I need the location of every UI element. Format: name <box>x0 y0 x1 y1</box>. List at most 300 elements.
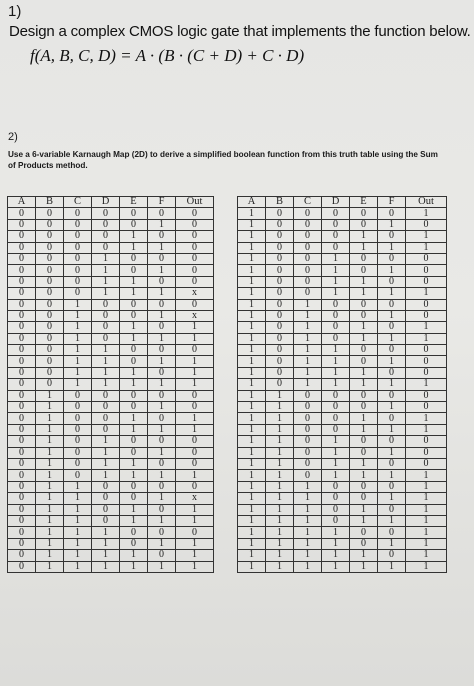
input-cell: 0 <box>8 253 36 264</box>
table-row <box>8 253 214 264</box>
input-cell: 1 <box>322 538 350 549</box>
input-cell: 0 <box>92 299 120 310</box>
output-cell: 1 <box>176 515 214 526</box>
input-cell: 0 <box>148 322 176 333</box>
output-cell: 1 <box>406 288 447 299</box>
header-cell-e: E <box>120 197 148 208</box>
input-cell: 1 <box>120 288 148 299</box>
output-cell: 0 <box>176 527 214 538</box>
input-cell: 1 <box>378 265 406 276</box>
input-cell: 0 <box>8 550 36 561</box>
output-cell: 0 <box>406 447 447 458</box>
input-cell: 1 <box>120 424 148 435</box>
input-cell: 1 <box>64 561 92 572</box>
input-cell: 0 <box>8 538 36 549</box>
input-cell: 0 <box>92 310 120 321</box>
input-cell: 0 <box>8 447 36 458</box>
input-cell: 0 <box>294 253 322 264</box>
input-cell: 0 <box>148 253 176 264</box>
table-row <box>238 413 447 424</box>
output-cell: 0 <box>176 402 214 413</box>
question-1-number: 1) <box>8 3 22 20</box>
table-row <box>238 276 447 287</box>
input-cell: 1 <box>64 550 92 561</box>
input-cell: 1 <box>238 253 266 264</box>
input-cell: 0 <box>266 208 294 219</box>
output-cell: 1 <box>176 367 214 378</box>
output-cell: 0 <box>406 310 447 321</box>
input-cell: 1 <box>120 515 148 526</box>
table-row <box>238 402 447 413</box>
input-cell: 0 <box>322 424 350 435</box>
input-cell: 1 <box>120 413 148 424</box>
input-cell: 1 <box>238 527 266 538</box>
table-row <box>238 299 447 310</box>
input-cell: 0 <box>92 424 120 435</box>
input-cell: 1 <box>36 470 64 481</box>
input-cell: 1 <box>350 550 378 561</box>
output-cell: 0 <box>406 253 447 264</box>
input-cell: 0 <box>322 481 350 492</box>
input-cell: 1 <box>120 231 148 242</box>
input-cell: 0 <box>92 481 120 492</box>
input-cell: 0 <box>148 504 176 515</box>
header-cell-d: D <box>322 197 350 208</box>
header-cell-b: B <box>36 197 64 208</box>
output-cell: 1 <box>406 561 447 572</box>
input-cell: 1 <box>36 402 64 413</box>
input-cell: 0 <box>322 413 350 424</box>
input-cell: 1 <box>238 424 266 435</box>
header-cell-a: A <box>8 197 36 208</box>
header-cell-a: A <box>238 197 266 208</box>
input-cell: 0 <box>8 367 36 378</box>
table-row <box>238 481 447 492</box>
input-cell: 0 <box>64 242 92 253</box>
input-cell: 1 <box>92 345 120 356</box>
table-row <box>238 515 447 526</box>
input-cell: 1 <box>350 515 378 526</box>
input-cell: 0 <box>350 390 378 401</box>
input-cell: 1 <box>148 424 176 435</box>
input-cell: 1 <box>92 367 120 378</box>
table-row <box>238 253 447 264</box>
input-cell: 1 <box>294 333 322 344</box>
input-cell: 1 <box>64 527 92 538</box>
header-cell-c: C <box>64 197 92 208</box>
input-cell: 1 <box>120 561 148 572</box>
input-cell: 0 <box>294 208 322 219</box>
input-cell: 1 <box>266 550 294 561</box>
header-cell-e: E <box>350 197 378 208</box>
input-cell: 1 <box>238 367 266 378</box>
input-cell: 1 <box>120 242 148 253</box>
table-row <box>8 447 214 458</box>
input-cell: 0 <box>36 242 64 253</box>
table-row <box>238 390 447 401</box>
input-cell: 0 <box>322 310 350 321</box>
input-cell: 0 <box>350 356 378 367</box>
header-row <box>238 197 447 208</box>
input-cell: 0 <box>64 413 92 424</box>
input-cell: 0 <box>92 333 120 344</box>
output-cell: 0 <box>406 458 447 469</box>
table-row <box>238 504 447 515</box>
input-cell: 0 <box>350 436 378 447</box>
input-cell: 0 <box>322 242 350 253</box>
header-cell-c: C <box>294 197 322 208</box>
input-cell: 1 <box>148 493 176 504</box>
input-cell: 1 <box>36 390 64 401</box>
table-row <box>8 333 214 344</box>
input-cell: 1 <box>238 345 266 356</box>
input-cell: 0 <box>64 276 92 287</box>
input-cell: 0 <box>64 219 92 230</box>
input-cell: 1 <box>350 424 378 435</box>
input-cell: 1 <box>378 402 406 413</box>
input-cell: 1 <box>92 458 120 469</box>
input-cell: 0 <box>266 367 294 378</box>
input-cell: 0 <box>378 299 406 310</box>
input-cell: 1 <box>350 561 378 572</box>
input-cell: 0 <box>36 345 64 356</box>
input-cell: 0 <box>378 413 406 424</box>
input-cell: 1 <box>322 379 350 390</box>
input-cell: 1 <box>350 242 378 253</box>
output-cell: 0 <box>406 402 447 413</box>
input-cell: 0 <box>8 436 36 447</box>
input-cell: 1 <box>64 322 92 333</box>
input-cell: 0 <box>378 367 406 378</box>
input-cell: 0 <box>378 253 406 264</box>
output-cell: 0 <box>406 265 447 276</box>
input-cell: 1 <box>266 527 294 538</box>
input-cell: 0 <box>8 402 36 413</box>
input-cell: 0 <box>148 299 176 310</box>
input-cell: 0 <box>350 402 378 413</box>
input-cell: 1 <box>350 458 378 469</box>
output-cell: x <box>176 310 214 321</box>
output-cell: 0 <box>176 481 214 492</box>
table-row <box>8 458 214 469</box>
table-row <box>238 356 447 367</box>
input-cell: 0 <box>92 208 120 219</box>
table-row <box>238 231 447 242</box>
output-cell: 1 <box>176 333 214 344</box>
input-cell: 1 <box>294 322 322 333</box>
input-cell: 1 <box>266 424 294 435</box>
input-cell: 0 <box>64 470 92 481</box>
input-cell: 1 <box>378 424 406 435</box>
output-cell: x <box>176 493 214 504</box>
output-cell: 1 <box>406 322 447 333</box>
table-row <box>238 470 447 481</box>
input-cell: 0 <box>92 402 120 413</box>
input-cell: 0 <box>8 242 36 253</box>
input-cell: 0 <box>266 242 294 253</box>
input-cell: 1 <box>120 333 148 344</box>
input-cell: 1 <box>294 527 322 538</box>
input-cell: 1 <box>64 504 92 515</box>
input-cell: 1 <box>238 504 266 515</box>
input-cell: 0 <box>8 424 36 435</box>
input-cell: 0 <box>64 390 92 401</box>
table-row <box>8 310 214 321</box>
table-row <box>238 242 447 253</box>
input-cell: 0 <box>8 310 36 321</box>
truth-table-right <box>237 196 447 573</box>
input-cell: 0 <box>350 253 378 264</box>
input-cell: 0 <box>350 208 378 219</box>
input-cell: 0 <box>322 333 350 344</box>
input-cell: 0 <box>120 527 148 538</box>
table-row <box>238 333 447 344</box>
input-cell: 1 <box>92 288 120 299</box>
input-cell: 1 <box>378 310 406 321</box>
input-cell: 1 <box>148 379 176 390</box>
table-row <box>8 367 214 378</box>
input-cell: 0 <box>92 493 120 504</box>
input-cell: 1 <box>378 538 406 549</box>
output-cell: 1 <box>406 242 447 253</box>
input-cell: 1 <box>238 493 266 504</box>
input-cell: 0 <box>36 231 64 242</box>
table-row <box>238 288 447 299</box>
input-cell: 1 <box>36 527 64 538</box>
table-row <box>8 208 214 219</box>
table-row <box>8 299 214 310</box>
input-cell: 1 <box>294 345 322 356</box>
output-cell: 0 <box>176 253 214 264</box>
input-cell: 0 <box>322 208 350 219</box>
input-cell: 0 <box>36 219 64 230</box>
input-cell: 1 <box>378 561 406 572</box>
input-cell: 1 <box>92 561 120 572</box>
input-cell: 1 <box>238 356 266 367</box>
input-cell: 0 <box>8 265 36 276</box>
input-cell: 0 <box>8 299 36 310</box>
input-cell: 0 <box>350 219 378 230</box>
input-cell: 0 <box>64 424 92 435</box>
input-cell: 1 <box>238 470 266 481</box>
input-cell: 0 <box>92 231 120 242</box>
input-cell: 1 <box>294 356 322 367</box>
input-cell: 1 <box>36 424 64 435</box>
input-cell: 1 <box>238 538 266 549</box>
table-row <box>8 345 214 356</box>
input-cell: 1 <box>294 481 322 492</box>
table-row <box>238 493 447 504</box>
output-cell: 1 <box>176 413 214 424</box>
table-row <box>238 561 447 572</box>
output-cell: 0 <box>176 231 214 242</box>
input-cell: 0 <box>8 515 36 526</box>
input-cell: 0 <box>8 527 36 538</box>
input-cell: 0 <box>148 413 176 424</box>
input-cell: 0 <box>64 231 92 242</box>
output-cell: 1 <box>176 379 214 390</box>
input-cell: 1 <box>36 550 64 561</box>
input-cell: 0 <box>378 458 406 469</box>
input-cell: 0 <box>322 322 350 333</box>
output-cell: 0 <box>406 390 447 401</box>
input-cell: 0 <box>378 322 406 333</box>
input-cell: 1 <box>266 515 294 526</box>
input-cell: 1 <box>148 265 176 276</box>
output-cell: 0 <box>406 367 447 378</box>
output-cell: 1 <box>176 504 214 515</box>
output-cell: 1 <box>406 550 447 561</box>
table-row <box>8 504 214 515</box>
input-cell: 1 <box>350 333 378 344</box>
input-cell: 0 <box>378 231 406 242</box>
input-cell: 1 <box>266 458 294 469</box>
input-cell: 0 <box>378 504 406 515</box>
input-cell: 0 <box>294 276 322 287</box>
input-cell: 0 <box>322 231 350 242</box>
input-cell: 0 <box>36 276 64 287</box>
input-cell: 1 <box>322 436 350 447</box>
input-cell: 1 <box>238 276 266 287</box>
input-cell: 0 <box>350 299 378 310</box>
input-cell: 0 <box>350 481 378 492</box>
input-cell: 1 <box>322 265 350 276</box>
table-gap <box>228 196 237 654</box>
table-row <box>8 322 214 333</box>
output-cell: 1 <box>406 493 447 504</box>
input-cell: 1 <box>294 561 322 572</box>
question-1-text: Design a complex CMOS logic gate that implements the function below. <box>9 23 471 40</box>
input-cell: 1 <box>378 379 406 390</box>
input-cell: 0 <box>294 231 322 242</box>
table-row <box>238 379 447 390</box>
table-row <box>8 219 214 230</box>
table-row <box>238 310 447 321</box>
input-cell: 1 <box>294 515 322 526</box>
input-cell: 0 <box>120 208 148 219</box>
input-cell: 0 <box>148 231 176 242</box>
input-cell: 0 <box>36 333 64 344</box>
input-cell: 0 <box>294 265 322 276</box>
input-cell: 1 <box>294 550 322 561</box>
table-row <box>8 515 214 526</box>
question-2-number: 2) <box>8 131 18 143</box>
input-cell: 1 <box>36 458 64 469</box>
input-cell: 1 <box>378 288 406 299</box>
input-cell: 0 <box>36 379 64 390</box>
function-formula: f(A, B, C, D) = A · (B · (C + D) + C · D) <box>30 46 305 65</box>
table-row <box>8 413 214 424</box>
input-cell: 1 <box>238 447 266 458</box>
input-cell: 0 <box>8 504 36 515</box>
input-cell: 1 <box>266 470 294 481</box>
input-cell: 0 <box>8 219 36 230</box>
input-cell: 1 <box>238 208 266 219</box>
input-cell: 1 <box>322 561 350 572</box>
input-cell: 1 <box>64 481 92 492</box>
table-row <box>8 538 214 549</box>
input-cell: 1 <box>148 402 176 413</box>
input-cell: 0 <box>64 208 92 219</box>
input-cell: 1 <box>148 219 176 230</box>
input-cell: 1 <box>92 550 120 561</box>
input-cell: 1 <box>36 561 64 572</box>
output-cell: 0 <box>406 276 447 287</box>
input-cell: 1 <box>294 504 322 515</box>
input-cell: 1 <box>148 288 176 299</box>
input-cell: 0 <box>120 402 148 413</box>
output-cell: 0 <box>176 345 214 356</box>
input-cell: 1 <box>294 493 322 504</box>
input-cell: 1 <box>378 242 406 253</box>
input-cell: 1 <box>322 550 350 561</box>
input-cell: 1 <box>36 493 64 504</box>
input-cell: 0 <box>294 424 322 435</box>
input-cell: 1 <box>350 504 378 515</box>
table-row <box>8 288 214 299</box>
input-cell: 0 <box>148 345 176 356</box>
output-cell: 1 <box>176 550 214 561</box>
table-row <box>8 561 214 572</box>
input-cell: 1 <box>238 219 266 230</box>
input-cell: 0 <box>148 390 176 401</box>
input-cell: 0 <box>266 310 294 321</box>
input-cell: 1 <box>322 288 350 299</box>
input-cell: 0 <box>378 527 406 538</box>
input-cell: 0 <box>350 493 378 504</box>
input-cell: 1 <box>36 538 64 549</box>
input-cell: 0 <box>120 265 148 276</box>
input-cell: 0 <box>148 367 176 378</box>
output-cell: 0 <box>176 276 214 287</box>
input-cell: 1 <box>120 276 148 287</box>
input-cell: 1 <box>378 219 406 230</box>
table-row <box>8 379 214 390</box>
output-cell: x <box>176 288 214 299</box>
input-cell: 0 <box>64 253 92 264</box>
input-cell: 1 <box>148 242 176 253</box>
output-cell: 1 <box>176 322 214 333</box>
table-row <box>8 550 214 561</box>
input-cell: 1 <box>350 231 378 242</box>
input-cell: 1 <box>294 367 322 378</box>
output-cell: 0 <box>176 447 214 458</box>
input-cell: 1 <box>238 265 266 276</box>
output-cell: 1 <box>406 424 447 435</box>
header-cell-f: F <box>148 197 176 208</box>
input-cell: 0 <box>8 413 36 424</box>
input-cell: 1 <box>266 447 294 458</box>
input-cell: 1 <box>322 470 350 481</box>
table-row <box>238 345 447 356</box>
input-cell: 1 <box>238 515 266 526</box>
input-cell: 1 <box>322 367 350 378</box>
output-cell: 1 <box>406 481 447 492</box>
input-cell: 0 <box>322 390 350 401</box>
input-cell: 0 <box>8 379 36 390</box>
input-cell: 1 <box>238 390 266 401</box>
input-cell: 0 <box>8 231 36 242</box>
input-cell: 1 <box>238 481 266 492</box>
output-cell: 1 <box>406 504 447 515</box>
input-cell: 0 <box>294 219 322 230</box>
input-cell: 0 <box>378 436 406 447</box>
input-cell: 1 <box>266 481 294 492</box>
input-cell: 1 <box>92 276 120 287</box>
output-cell: 0 <box>406 299 447 310</box>
input-cell: 0 <box>266 265 294 276</box>
input-cell: 1 <box>64 367 92 378</box>
